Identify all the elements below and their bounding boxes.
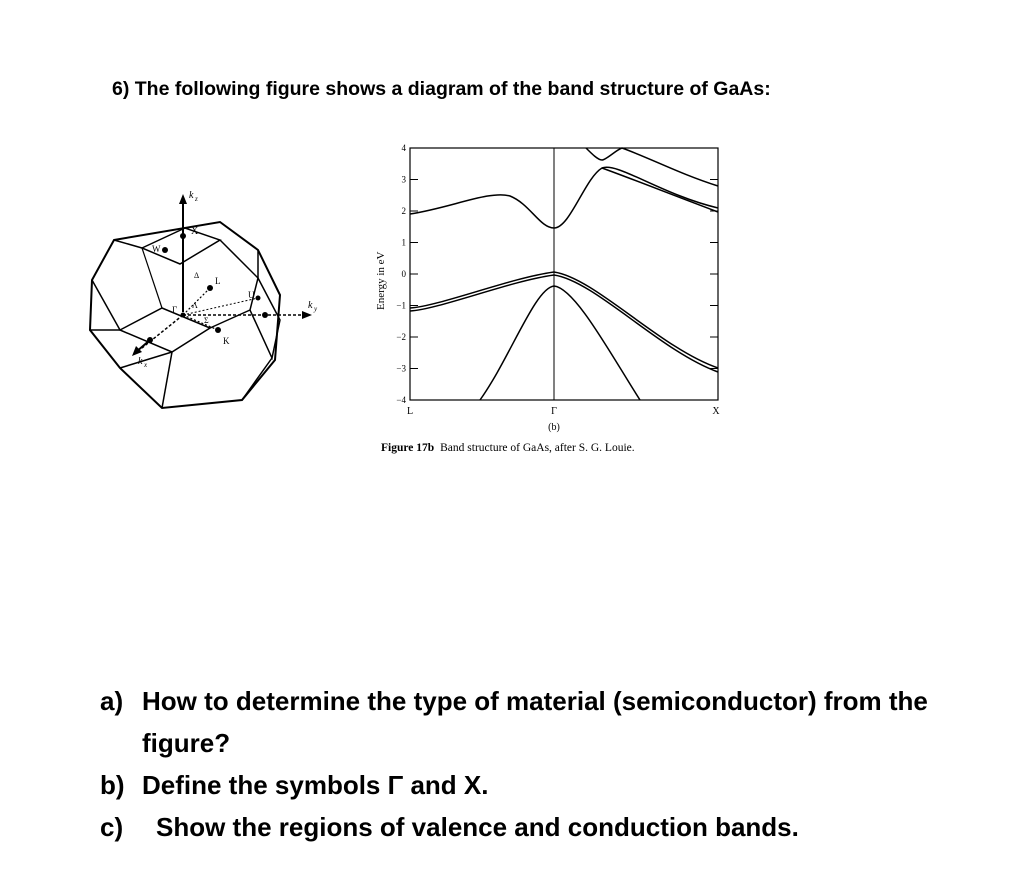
ytick-label: 2 (401, 206, 406, 216)
conduction-band-2 (602, 168, 718, 212)
label-Sigma: Σ (204, 316, 209, 325)
ytick-label: −1 (396, 300, 406, 311)
label-K: K (223, 336, 230, 346)
xtick-L: L (406, 406, 414, 417)
kx-label: k (138, 356, 143, 367)
question-c (100, 806, 1000, 848)
svg-text:x: x (144, 361, 148, 369)
xtick-Gamma: Γ (551, 406, 557, 417)
ytick-label: 1 (401, 237, 406, 248)
brillouin-zone-diagram (80, 180, 320, 420)
question-b (100, 764, 1000, 806)
label-X: X (191, 226, 199, 237)
ytick-label: −2 (396, 332, 406, 342)
caption-label: Figure 17b (381, 442, 435, 454)
kx-axis (142, 315, 183, 348)
question-label: a) (100, 686, 124, 716)
valence-band-1 (410, 272, 718, 368)
kz-label: k (189, 190, 194, 201)
ytick-label: 4 (401, 143, 406, 153)
question-label: c) (100, 812, 124, 842)
question-text: How to determine the type of material (semiconductor) from the figure? (142, 686, 928, 758)
label-L: L (215, 276, 221, 286)
svg-text:z: z (195, 195, 198, 203)
valence-band-2 (410, 275, 718, 372)
band-structure-plot (360, 138, 740, 438)
ytick-label: −3 (396, 363, 406, 374)
label-W: W (152, 244, 161, 254)
figure-caption (381, 442, 635, 454)
panel-label: (b) (548, 422, 560, 433)
label-Gamma: Γ (172, 305, 178, 315)
xtick-X: X (712, 406, 720, 417)
label-U: U (248, 290, 255, 300)
question-text: Define the symbols Γ and X. (142, 770, 489, 800)
ytick-label: −4 (396, 395, 406, 405)
label-Delta: Δ (194, 271, 200, 280)
y-ticks (410, 148, 718, 369)
svg-text:y: y (314, 305, 318, 313)
valence-band-split-off (480, 286, 640, 400)
ky-label: k (308, 300, 313, 311)
y-axis-label: Energy in eV (375, 251, 387, 310)
bz-front-face (120, 308, 210, 352)
label-Lambda: Λ (192, 301, 198, 310)
question-heading: 6) The following figure shows a diagram of the band structure of GaAs: (112, 78, 771, 100)
ytick-label: 3 (401, 174, 406, 185)
question-a (100, 680, 1000, 764)
caption-text: Band structure of GaAs, after S. G. Louie. (440, 442, 635, 454)
question-label: b) (100, 770, 125, 800)
question-list (100, 680, 1000, 848)
conduction-band-1 (410, 167, 718, 228)
conduction-band-3 (586, 148, 622, 160)
question-text: Show the regions of valence and conduction bands. (156, 812, 799, 842)
ytick-label: 0 (401, 269, 406, 279)
